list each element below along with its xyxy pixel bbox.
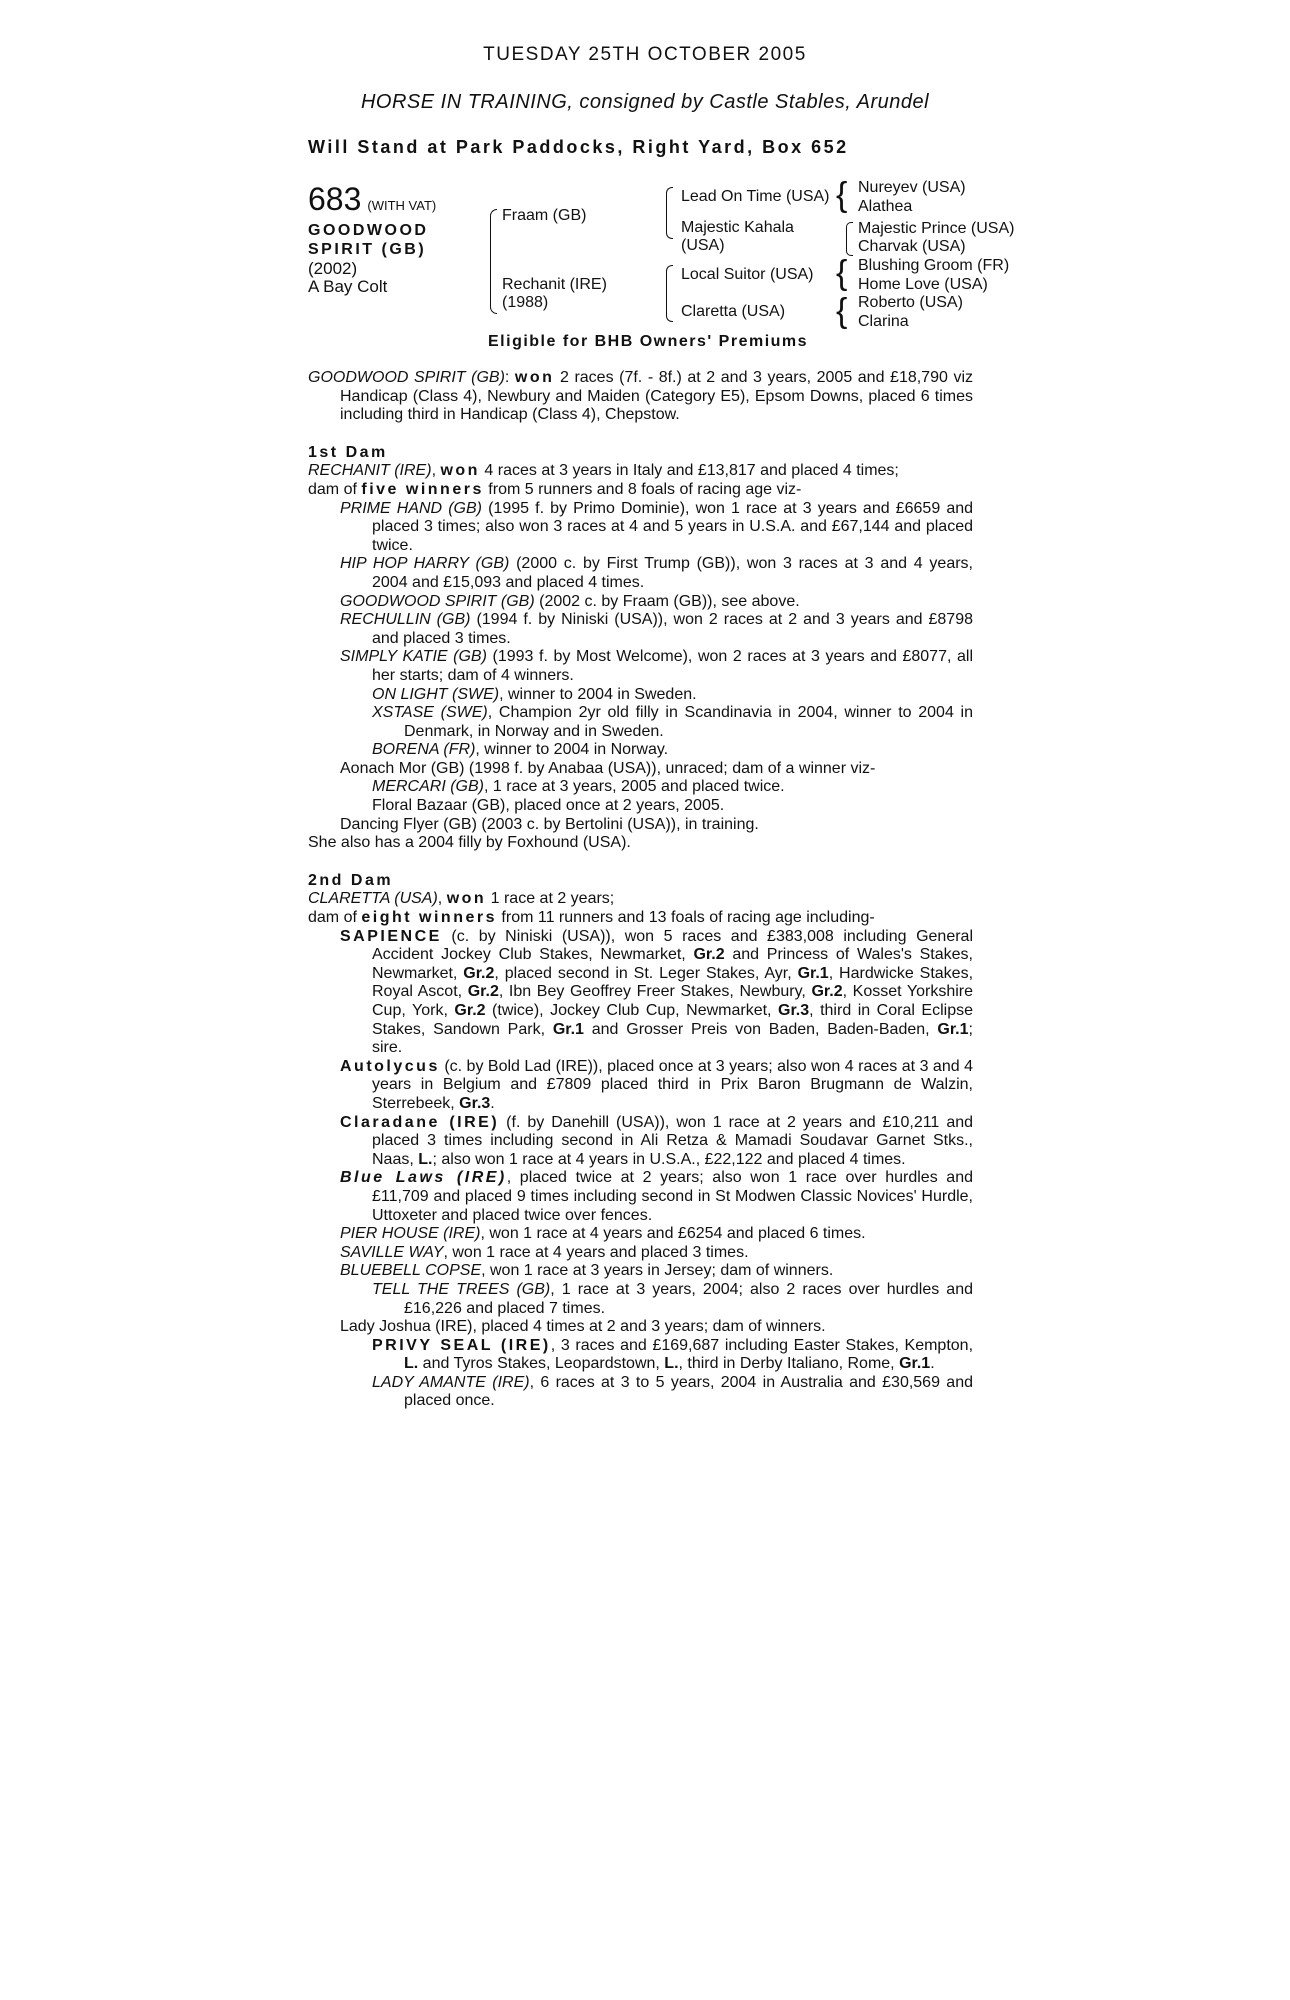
- list-item: Claradane (IRE) (f. by Danehill (USA)), won 1 race at 2 years and £10,211 and placed 3 times including second in Ali Retza & Mamadi Soudavar Garnet Stks., Naas, L.; also won 1 race at 4 years in U.S.A., £22,122 and placed 4 times.: [340, 1113, 974, 1168]
- eligibility-note: Eligible for BHB Owners' Premiums: [488, 333, 809, 350]
- pedigree-brace-g3: {: [836, 254, 848, 292]
- horse-name: [308, 221, 428, 259]
- list-item: SIMPLY KATIE (GB) (1993 f. by Most Welcome), won 2 races at 3 years and £8077, all her starts; dam of 4 winners.: [340, 648, 973, 684]
- race-summary: GOODWOOD SPIRIT (GB): won 2 races (7f. - 8f.) at 2 and 3 years, 2005 and £18,790 viz Handicap (Class 4), Newbury and Maiden (Category E5), Epsom Downs, placed 6 times including third in Handicap (Class 4), Chepstow.: [308, 369, 974, 424]
- list-item: LADY AMANTE (IRE), 6 races at 3 to 5 years, 2004 in Australia and £30,569 and placed once.: [372, 1373, 974, 1410]
- list-item: SAVILLE WAY, won 1 race at 4 years and placed 3 times.: [340, 1243, 749, 1261]
- list-item: PRIME HAND (GB) (1995 f. by Primo Dominie), won 1 race at 3 years and £6659 and placed 3 times; also won 3 races at 4 and 5 years in U.S.A. and £67,144 and placed twice.: [340, 499, 974, 554]
- list-item: Dancing Flyer (GB) (2003 c. by Bertolini (USA)), in training.: [340, 815, 759, 833]
- dam: Rechanit (IRE): [502, 276, 607, 293]
- lot-number: 683: [308, 181, 362, 217]
- first-dam-heading: 1st Dam: [308, 443, 388, 461]
- list-item: BLUEBELL COPSE, won 1 race at 3 years in Jersey; dam of winners.: [340, 1262, 834, 1280]
- foaling-year: (2002): [308, 259, 358, 278]
- list-item: MERCARI (GB), 1 race at 3 years, 2005 and placed twice.: [372, 778, 785, 796]
- sire-dam: Majestic Kahala: [681, 219, 794, 236]
- list-item: Lady Joshua (IRE), placed 4 times at 2 and 3 years; dam of winners.: [340, 1318, 826, 1336]
- list-item: Autolycus (c. by Bold Lad (IRE)), placed once at 3 years; also won 4 races at 3 and 4 years in Belgium and £7809 placed third in Prix Baron Brugmann de Walzin, Sterrebeek, Gr.3.: [340, 1057, 973, 1112]
- list-item: Blue Laws (IRE), placed twice at 2 years; also won 1 race over hurdles and £11,709 and placed 9 times including second in St Modwen Classic Novices' Hurdle, Uttoxeter and placed twice over fences.: [340, 1169, 973, 1224]
- great-granddam-2: Charvak (USA): [858, 238, 966, 255]
- list-item: PRIVY SEAL (IRE), 3 races and £169,687 including Easter Stakes, Kempton, L. and Tyros Stakes, Leopardstown, L., third in Derby Italiano, Rome, Gr.1.: [372, 1336, 974, 1373]
- great-granddam-1: Alathea: [858, 198, 913, 215]
- dam-sire: Local Suitor (USA): [681, 266, 814, 283]
- list-item: Floral Bazaar (GB), placed once at 2 years, 2005.: [372, 797, 725, 815]
- list-item: GOODWOOD SPIRIT (GB) (2002 c. by Fraam (GB)), see above.: [340, 592, 800, 610]
- list-item: XSTASE (SWE), Champion 2yr old filly in Scandinavia in 2004, winner to 2004 in Denmark, in Norway and in Sweden.: [372, 704, 973, 740]
- horse-name-line2: SPIRIT (GB): [308, 241, 427, 258]
- great-grandsire-4: Roberto (USA): [858, 294, 963, 311]
- dam-year: (1988): [502, 294, 549, 311]
- vat-note: (WITH VAT): [367, 198, 437, 213]
- list-item: ON LIGHT (SWE), winner to 2004 in Sweden.: [372, 685, 697, 703]
- great-granddam-3: Home Love (USA): [858, 276, 988, 293]
- consignor-line: HORSE IN TRAINING, consigned by Castle Stables, Arundel: [360, 91, 930, 113]
- dam-dam: Claretta (USA): [681, 303, 786, 320]
- list-item: She also has a 2004 filly by Foxhound (USA).: [308, 834, 631, 852]
- sale-date: TUESDAY 25TH OCTOBER 2005: [483, 44, 807, 65]
- second-dam-record: CLARETTA (USA), won 1 race at 2 years;: [308, 890, 615, 908]
- sire-dam-origin: (USA): [681, 237, 725, 254]
- pedigree-brace-g4: {: [836, 292, 848, 330]
- list-item: RECHULLIN (GB) (1994 f. by Niniski (USA)), won 2 races at 2 and 3 years and £8798 and placed 3 times.: [340, 611, 974, 647]
- list-item: Aonach Mor (GB) (1998 f. by Anabaa (USA)), unraced; dam of a winner viz-: [340, 759, 876, 777]
- sire-sire: Lead On Time (USA): [681, 188, 830, 205]
- first-dam-record: RECHANIT (IRE), won 4 races at 3 years in Italy and £13,817 and placed 4 times;: [308, 462, 899, 480]
- second-dam-produce-summary: dam of eight winners from 11 runners and 13 foals of racing age including-: [308, 909, 875, 927]
- list-item: HIP HOP HARRY (GB) (2000 c. by First Trump (GB)), won 3 races at 3 and 4 years, 2004 and £15,093 and placed 4 times.: [340, 555, 974, 591]
- second-dam-heading: 2nd Dam: [308, 871, 394, 889]
- list-item: PIER HOUSE (IRE), won 1 race at 4 years and £6254 and placed 6 times.: [340, 1225, 866, 1243]
- pedigree-brace-sire: [666, 187, 673, 239]
- great-grandsire-1: Nureyev (USA): [858, 179, 966, 196]
- great-granddam-4: Clarina: [858, 313, 909, 330]
- lot-number-block: [308, 182, 436, 216]
- pedigree-brace-main: [490, 209, 497, 314]
- sire: Fraam (GB): [502, 207, 587, 224]
- horse-name-line1: GOODWOOD: [308, 222, 429, 239]
- pedigree-brace-g1: {: [836, 176, 848, 214]
- horse-description: A Bay Colt: [308, 277, 388, 296]
- list-item: TELL THE TREES (GB), 1 race at 3 years, 2004; also 2 races over hurdles and £16,226 and placed 7 times.: [372, 1280, 974, 1317]
- pedigree-brace-dam: [666, 265, 673, 322]
- list-item: SAPIENCE (c. by Niniski (USA)), won 5 races and £383,008 including General Accident Jockey Club Stakes, Newmarket, Gr.2 and Princess of Wales's Stakes, Newmarket, Gr.2, placed second in St. Leger Stakes, Ayr, Gr.1, Hardwicke Stakes, Royal Ascot, Gr.2, Ibn Bey Geoffrey Freer Stakes, Newbury, Gr.2, Kosset Yorkshire Cup, York, Gr.2 (twice), Jockey Club Cup, Newmarket, Gr.3, third in Coral Eclipse Stakes, Sandown Park, Gr.1 and Grosser Preis von Baden, Baden-Baden, Gr.1; sire.: [340, 927, 974, 1057]
- stabling-location: Will Stand at Park Paddocks, Right Yard, Box 652: [308, 137, 849, 157]
- pedigree-brace-g2: [846, 222, 853, 256]
- first-dam-produce-summary: dam of five winners from 5 runners and 8 foals of racing age viz-: [308, 480, 802, 498]
- list-item: BORENA (FR), winner to 2004 in Norway.: [372, 741, 669, 759]
- pedigree-notes: [308, 369, 973, 1411]
- great-grandsire-2: Majestic Prince (USA): [858, 220, 1015, 237]
- great-grandsire-3: Blushing Groom (FR): [858, 257, 1010, 274]
